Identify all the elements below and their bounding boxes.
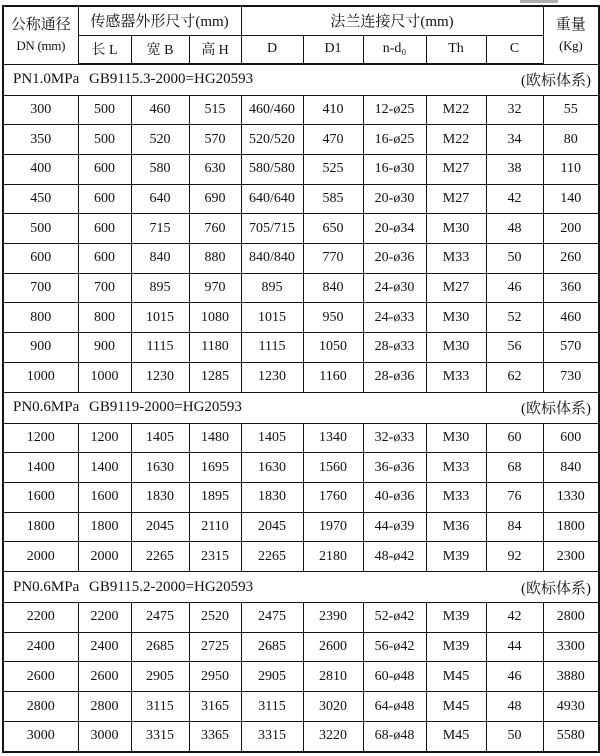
- col-header-dn: [3, 6, 78, 64]
- table-cell: 520: [131, 125, 189, 155]
- table-cell: 705/715: [241, 214, 303, 244]
- table-row: [3, 95, 599, 125]
- table-cell: 2265: [241, 542, 303, 572]
- table-cell: 2200: [3, 603, 78, 633]
- table-cell: 42: [486, 603, 543, 633]
- table-cell: 1230: [131, 362, 189, 392]
- table-cell: 24-ø33: [363, 303, 426, 333]
- table-cell: 700: [78, 273, 131, 303]
- table-cell: 2685: [131, 632, 189, 662]
- table-cell: M30: [426, 214, 486, 244]
- table-cell: 630: [189, 154, 241, 184]
- table-row: [3, 692, 599, 722]
- col-header-length-l: 长 L: [78, 35, 131, 64]
- table-cell: M22: [426, 125, 486, 155]
- table-cell: 50: [486, 244, 543, 274]
- table-cell: 640/640: [241, 184, 303, 214]
- table-cell: 36-ø36: [363, 453, 426, 483]
- table-cell: 48: [486, 214, 543, 244]
- table-row: [3, 603, 599, 633]
- table-cell: 840/840: [241, 244, 303, 274]
- table-row: [3, 423, 599, 453]
- table-cell: 1050: [303, 333, 363, 363]
- table-cell: 32: [486, 95, 543, 125]
- table-cell: 3315: [241, 721, 303, 752]
- table-cell: 62: [486, 362, 543, 392]
- table-cell: 900: [78, 333, 131, 363]
- table-cell: M33: [426, 453, 486, 483]
- table-cell: 580/580: [241, 154, 303, 184]
- section-standard-label: GB9115.3-2000=HG20593: [89, 71, 254, 88]
- section-header-row: [3, 392, 599, 423]
- table-cell: 1405: [131, 423, 189, 453]
- table-cell: 48-ø42: [363, 542, 426, 572]
- table-cell: 46: [486, 273, 543, 303]
- table-cell: 770: [303, 244, 363, 274]
- table-cell: 4930: [543, 692, 599, 722]
- table-cell: 40-ø36: [363, 482, 426, 512]
- table-row: [3, 632, 599, 662]
- table-cell: 2000: [3, 542, 78, 572]
- table-cell: M30: [426, 333, 486, 363]
- section-standard-label: GB9119-2000=HG20593: [89, 399, 242, 416]
- table-cell: 1285: [189, 362, 241, 392]
- table-cell: 500: [78, 95, 131, 125]
- table-cell: 1200: [3, 423, 78, 453]
- table-cell: 360: [543, 273, 599, 303]
- col-header-d1: D1: [303, 35, 363, 64]
- table-cell: 2520: [189, 603, 241, 633]
- table-cell: 525: [303, 154, 363, 184]
- table-cell: 60-ø48: [363, 662, 426, 692]
- table-cell: 840: [543, 453, 599, 483]
- table-cell: 2905: [131, 662, 189, 692]
- table-cell: 460: [131, 95, 189, 125]
- table-cell: 76: [486, 482, 543, 512]
- table-cell: 3115: [241, 692, 303, 722]
- col-header-width-b: 宽 B: [131, 35, 189, 64]
- table-cell: 2810: [303, 662, 363, 692]
- table-cell: 2045: [241, 512, 303, 542]
- table-cell: 16-ø30: [363, 154, 426, 184]
- table-cell: 500: [78, 125, 131, 155]
- table-cell: 12-ø25: [363, 95, 426, 125]
- table-cell: 1080: [189, 303, 241, 333]
- table-cell: 1760: [303, 482, 363, 512]
- table-cell: 460/460: [241, 95, 303, 125]
- table-cell: M36: [426, 512, 486, 542]
- table-cell: 2200: [78, 603, 131, 633]
- table-cell: 2110: [189, 512, 241, 542]
- table-cell: 1160: [303, 362, 363, 392]
- table-row: [3, 303, 599, 333]
- table-cell: 84: [486, 512, 543, 542]
- table-cell: 970: [189, 273, 241, 303]
- table-cell: 1480: [189, 423, 241, 453]
- table-cell: 450: [3, 184, 78, 214]
- table-cell: 20-ø30: [363, 184, 426, 214]
- table-cell: 32-ø33: [363, 423, 426, 453]
- table-cell: 515: [189, 95, 241, 125]
- table-cell: 20-ø34: [363, 214, 426, 244]
- table-cell: 950: [303, 303, 363, 333]
- table-cell: 2265: [131, 542, 189, 572]
- table-cell: 840: [303, 273, 363, 303]
- table-row: [3, 244, 599, 274]
- table-cell: 600: [78, 244, 131, 274]
- table-cell: 68: [486, 453, 543, 483]
- table-cell: 46: [486, 662, 543, 692]
- table-cell: 3000: [78, 721, 131, 752]
- table-cell: M39: [426, 542, 486, 572]
- table-cell: 1895: [189, 482, 241, 512]
- table-cell: 760: [189, 214, 241, 244]
- table-cell: 410: [303, 95, 363, 125]
- table-cell: 52-ø42: [363, 603, 426, 633]
- table-cell: M39: [426, 632, 486, 662]
- table-cell: 3000: [3, 721, 78, 752]
- table-cell: 44-ø39: [363, 512, 426, 542]
- table-cell: M39: [426, 603, 486, 633]
- table-cell: M30: [426, 303, 486, 333]
- table-cell: 700: [3, 273, 78, 303]
- table-cell: M45: [426, 692, 486, 722]
- table-cell: 1340: [303, 423, 363, 453]
- table-cell: 1400: [78, 453, 131, 483]
- col-header-weight: [543, 6, 599, 64]
- section-note-label: (欧标体系): [521, 580, 591, 597]
- table-cell: 2390: [303, 603, 363, 633]
- table-cell: 1630: [241, 453, 303, 483]
- table-cell: 300: [3, 95, 78, 125]
- table-cell: 80: [543, 125, 599, 155]
- table-cell: 650: [303, 214, 363, 244]
- table-cell: 28-ø36: [363, 362, 426, 392]
- table-cell: 1180: [189, 333, 241, 363]
- col-header-th: Th: [426, 35, 486, 64]
- table-cell: 1800: [543, 512, 599, 542]
- table-cell: 260: [543, 244, 599, 274]
- table-cell: 1015: [131, 303, 189, 333]
- table-cell: 2180: [303, 542, 363, 572]
- col-header-height-h: 高 H: [189, 35, 241, 64]
- table-cell: 55: [543, 95, 599, 125]
- table-cell: 585: [303, 184, 363, 214]
- table-cell: M45: [426, 721, 486, 752]
- table-cell: 1560: [303, 453, 363, 483]
- table-cell: 895: [241, 273, 303, 303]
- table-cell: 48: [486, 692, 543, 722]
- table-cell: 460: [543, 303, 599, 333]
- section-pressure-label: PN0.6MPa: [13, 578, 80, 595]
- table-cell: 640: [131, 184, 189, 214]
- table-cell: 1830: [241, 482, 303, 512]
- table-row: [3, 273, 599, 303]
- table-cell: 840: [131, 244, 189, 274]
- table-cell: 200: [543, 214, 599, 244]
- table-cell: 600: [78, 214, 131, 244]
- table-cell: 42: [486, 184, 543, 214]
- table-cell: 500: [3, 214, 78, 244]
- table-cell: 140: [543, 184, 599, 214]
- table-cell: 2315: [189, 542, 241, 572]
- table-cell: 64-ø48: [363, 692, 426, 722]
- table-cell: 2475: [241, 603, 303, 633]
- table-cell: 2800: [78, 692, 131, 722]
- cropped-text-fragment-top: [520, 0, 558, 3]
- table-cell: 2600: [3, 662, 78, 692]
- table-cell: 2600: [303, 632, 363, 662]
- table-cell: 350: [3, 125, 78, 155]
- col-header-weight-line2: (Kg): [559, 37, 583, 53]
- table-cell: 1115: [131, 333, 189, 363]
- col-header-c: C: [486, 35, 543, 64]
- table-cell: 2905: [241, 662, 303, 692]
- table-cell: 2950: [189, 662, 241, 692]
- table-row: [3, 453, 599, 483]
- section-note-label: (欧标体系): [521, 401, 591, 418]
- table-cell: 1630: [131, 453, 189, 483]
- table-cell: M27: [426, 184, 486, 214]
- section-pressure-label: PN1.0MPa: [13, 71, 80, 88]
- table-cell: 16-ø25: [363, 125, 426, 155]
- table-cell: 600: [3, 244, 78, 274]
- table-cell: 110: [543, 154, 599, 184]
- table-cell: 520/520: [241, 125, 303, 155]
- table-cell: M45: [426, 662, 486, 692]
- section-standard-label: GB9115.2-2000=HG20593: [89, 578, 254, 595]
- col-header-dn-line1: 公称通径: [10, 16, 71, 33]
- table-row: [3, 125, 599, 155]
- section-pressure-label: PN0.6MPa: [13, 399, 80, 416]
- table-cell: 1800: [3, 512, 78, 542]
- table-cell: 470: [303, 125, 363, 155]
- table-cell: 800: [78, 303, 131, 333]
- section-header-cell: [3, 392, 599, 423]
- table-cell: 715: [131, 214, 189, 244]
- table-cell: 24-ø30: [363, 273, 426, 303]
- table-cell: 1015: [241, 303, 303, 333]
- table-cell: 1200: [78, 423, 131, 453]
- table-cell: 2045: [131, 512, 189, 542]
- col-header-n-d0: n-d₀: [363, 35, 426, 64]
- table-cell: 880: [189, 244, 241, 274]
- table-cell: 730: [543, 362, 599, 392]
- table-cell: 1970: [303, 512, 363, 542]
- table-cell: M22: [426, 95, 486, 125]
- col-header-d: D: [241, 35, 303, 64]
- table-cell: 3300: [543, 632, 599, 662]
- table-cell: 3365: [189, 721, 241, 752]
- table-row: [3, 362, 599, 392]
- table-cell: 3315: [131, 721, 189, 752]
- table-cell: 2475: [131, 603, 189, 633]
- table-row: [3, 184, 599, 214]
- table-body: [3, 64, 599, 752]
- table-cell: 2600: [78, 662, 131, 692]
- col-header-dn-line2: DN (mm): [16, 37, 66, 53]
- section-header-row: [3, 572, 599, 603]
- table-cell: 3220: [303, 721, 363, 752]
- col-header-weight-line1: 重量: [555, 16, 586, 33]
- table-cell: 1830: [131, 482, 189, 512]
- table-cell: 34: [486, 125, 543, 155]
- table-cell: 1405: [241, 423, 303, 453]
- table-row: [3, 214, 599, 244]
- table-cell: 1330: [543, 482, 599, 512]
- header-row-groups: [3, 6, 599, 35]
- table-cell: 1000: [78, 362, 131, 392]
- table-cell: 3020: [303, 692, 363, 722]
- table-cell: 1000: [3, 362, 78, 392]
- table-cell: 2400: [3, 632, 78, 662]
- table-cell: 2400: [78, 632, 131, 662]
- table-cell: 400: [3, 154, 78, 184]
- table-cell: 3115: [131, 692, 189, 722]
- spec-sheet-page: [2, 5, 598, 753]
- table-cell: M30: [426, 423, 486, 453]
- table-cell: 38: [486, 154, 543, 184]
- table-cell: 800: [3, 303, 78, 333]
- group-header-sensor-dimensions: 传感器外形尺寸(mm): [78, 6, 241, 35]
- table-cell: 2000: [78, 542, 131, 572]
- table-cell: 2800: [3, 692, 78, 722]
- table-cell: 5580: [543, 721, 599, 752]
- table-cell: M27: [426, 273, 486, 303]
- section-header-cell: [3, 572, 599, 603]
- table-cell: 900: [3, 333, 78, 363]
- table-row: [3, 154, 599, 184]
- table-cell: 600: [78, 184, 131, 214]
- table-cell: 1800: [78, 512, 131, 542]
- table-cell: M33: [426, 482, 486, 512]
- table-cell: 20-ø36: [363, 244, 426, 274]
- table-cell: 1695: [189, 453, 241, 483]
- table-cell: 570: [543, 333, 599, 363]
- table-cell: 50: [486, 721, 543, 752]
- group-header-flange-dimensions: 法兰连接尺寸(mm): [241, 6, 543, 35]
- table-cell: 600: [543, 423, 599, 453]
- table-cell: M33: [426, 244, 486, 274]
- table-cell: 1600: [78, 482, 131, 512]
- table-row: [3, 662, 599, 692]
- table-cell: 92: [486, 542, 543, 572]
- table-cell: 2300: [543, 542, 599, 572]
- table-cell: 690: [189, 184, 241, 214]
- table-cell: 600: [78, 154, 131, 184]
- table-cell: 1115: [241, 333, 303, 363]
- table-cell: 28-ø33: [363, 333, 426, 363]
- table-row: [3, 333, 599, 363]
- table-row: [3, 721, 599, 752]
- table-row: [3, 482, 599, 512]
- table-cell: 2725: [189, 632, 241, 662]
- table-cell: 44: [486, 632, 543, 662]
- table-cell: 895: [131, 273, 189, 303]
- table-cell: 68-ø48: [363, 721, 426, 752]
- table-header: [3, 6, 599, 64]
- table-cell: 56: [486, 333, 543, 363]
- table-cell: 60: [486, 423, 543, 453]
- table-cell: 1230: [241, 362, 303, 392]
- table-cell: M33: [426, 362, 486, 392]
- section-header-cell: [3, 64, 599, 95]
- table-row: [3, 512, 599, 542]
- table-cell: 2800: [543, 603, 599, 633]
- section-header-row: [3, 64, 599, 95]
- dimension-spec-table: [2, 5, 600, 753]
- table-cell: 3880: [543, 662, 599, 692]
- table-row: [3, 542, 599, 572]
- table-cell: M27: [426, 154, 486, 184]
- section-note-label: (欧标体系): [521, 73, 591, 90]
- table-cell: 570: [189, 125, 241, 155]
- table-cell: 3165: [189, 692, 241, 722]
- table-cell: 1600: [3, 482, 78, 512]
- table-cell: 1400: [3, 453, 78, 483]
- table-cell: 52: [486, 303, 543, 333]
- table-cell: 2685: [241, 632, 303, 662]
- table-cell: 56-ø42: [363, 632, 426, 662]
- header-row-subcolumns: [3, 35, 599, 64]
- table-cell: 580: [131, 154, 189, 184]
